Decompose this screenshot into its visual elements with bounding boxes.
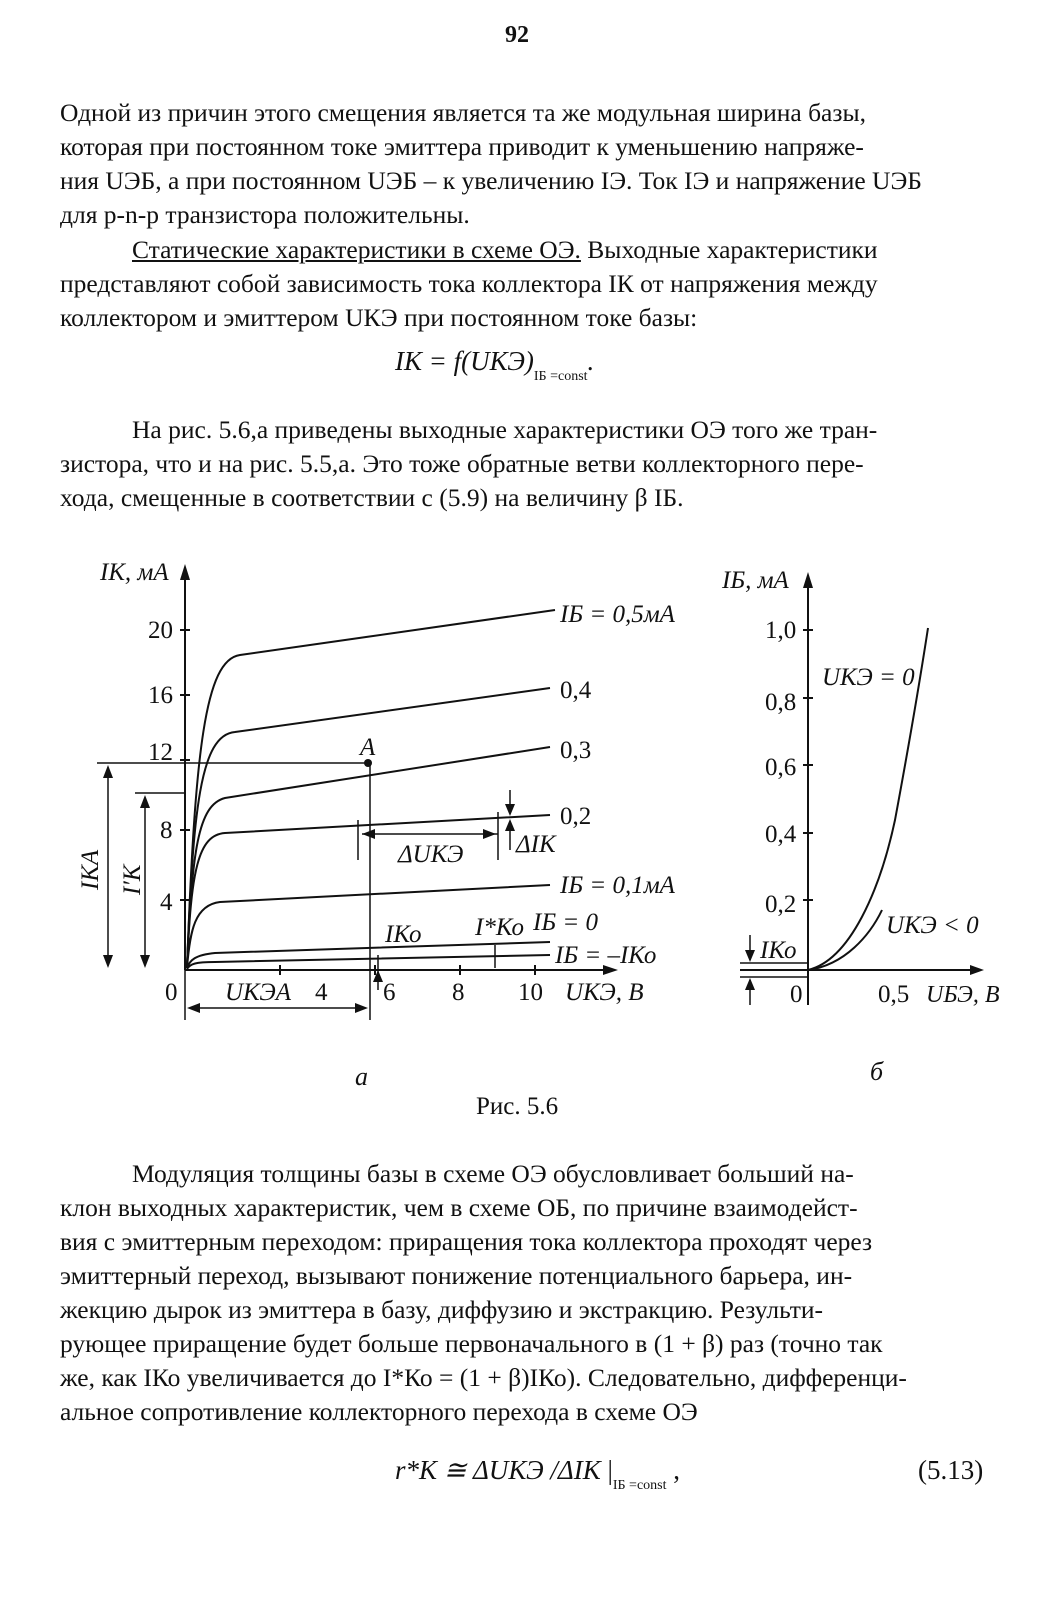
- ika-label: IКА: [77, 849, 104, 890]
- text-line: которая при постоянном токе эмиттера приводит к уменьшению напряже-: [60, 132, 864, 161]
- ik0-star-label: I*Ко: [475, 914, 524, 941]
- x-tick: 0,5: [878, 981, 910, 1008]
- ukea-label: UКЭА: [225, 979, 291, 1006]
- formula-lhs: IК: [395, 346, 422, 376]
- curve-label: 0,4: [560, 677, 592, 704]
- equation-number: (5.13): [918, 1455, 984, 1485]
- ik-prime-label: I′К: [119, 864, 146, 895]
- text-line: [60, 233, 1035, 267]
- y-tick: 0: [790, 981, 803, 1008]
- y-tick: 8: [160, 817, 173, 844]
- curve-label: UКЭ < 0: [886, 912, 979, 939]
- y-tick: 4: [160, 889, 173, 916]
- text-line: хода, смещенные в соответствии с (5.9) на величину β IБ.: [60, 483, 684, 512]
- x-tick: 8: [452, 979, 465, 1006]
- panel-b-label: б: [870, 1057, 884, 1086]
- text-line: коллектором и эмиттером UКЭ при постоянном токе базы:: [60, 303, 698, 332]
- text-fragment: Выходные характеристики: [580, 235, 878, 264]
- text-line: зистора, что и на рис. 5.5,а. Это тоже обратные ветви коллекторного пере-: [60, 449, 864, 478]
- y-tick: 16: [148, 682, 173, 709]
- formula-rhs: ≅ ΔUКЭ /ΔIК: [443, 1455, 601, 1485]
- formula-end: .: [587, 346, 595, 376]
- y-tick: 0,2: [765, 891, 797, 918]
- paragraph-1: [60, 96, 1035, 232]
- text-line: Модуляция толщины базы в схеме ОЭ обусловливает больший на-: [132, 1159, 854, 1188]
- formula-end: ,: [673, 1455, 680, 1485]
- ik0-label: IКо: [385, 921, 422, 948]
- curve-label: IБ = –IКо: [555, 942, 657, 969]
- text-line: для p-n-p транзистора положительны.: [60, 200, 470, 229]
- formula-condition: IБ =const: [612, 1478, 667, 1493]
- delta-u-label: ΔUКЭ: [398, 841, 464, 868]
- panel-a-label: а: [355, 1062, 368, 1091]
- x-tick: 6: [383, 979, 396, 1006]
- curve-label: IБ = 0,1мА: [560, 872, 675, 899]
- text-line: ния UЭБ, а при постоянном UЭБ – к увеличению IЭ. Ток IЭ и напряжение UЭБ: [60, 166, 922, 195]
- text-line: представляют собой зависимость тока коллектора IК от напряжения между: [60, 269, 878, 298]
- figure-caption: Рис. 5.6: [476, 1093, 559, 1120]
- curve-label: UКЭ = 0: [822, 664, 915, 691]
- y-tick: 12: [148, 739, 173, 766]
- delta-i-label: ΔIК: [516, 831, 556, 858]
- text-line: рующее приращение будет больше первоначального в (1 + β) раз (точно так: [60, 1329, 883, 1358]
- y-axis-label-a: IК, мА: [100, 559, 169, 586]
- text-line: же, как IКо увеличивается до I*Ко = (1 + β)IКо). Следовательно, дифференци-: [60, 1363, 907, 1392]
- text-line: клон выходных характеристик, чем в схеме ОБ, по причине взаимодейст-: [60, 1193, 858, 1222]
- x-axis-label-a: UКЭ, В: [565, 979, 644, 1006]
- paragraph-4: [60, 1157, 1035, 1429]
- figure-5-6: [0, 550, 1054, 1110]
- y-tick: 0: [165, 979, 178, 1006]
- formula-condition: IБ =const: [533, 369, 588, 384]
- text-line: жекцию дырок из эмиттера в базу, диффузию и экстракцию. Результи-: [60, 1295, 824, 1324]
- formula-lhs: r*К: [395, 1455, 437, 1485]
- y-axis-label-b: IБ, мА: [722, 567, 789, 594]
- formula-differential-resistance: r*К ≅ ΔUКЭ /ΔIК $|_{IБ =const}$ ,: [395, 1455, 680, 1493]
- y-tick: 0,6: [765, 754, 797, 781]
- point-label: A: [360, 734, 376, 761]
- y-tick: 1,0: [765, 617, 797, 644]
- formula-output-characteristic: [395, 346, 595, 384]
- formula-rhs: = f(UКЭ): [428, 346, 534, 376]
- x-tick: 10: [518, 979, 543, 1006]
- curve-label: 0,3: [560, 737, 592, 764]
- ik0-label-b: IКо: [760, 937, 797, 964]
- text-line: На рис. 5.6,а приведены выходные характеристики ОЭ того же тран-: [132, 415, 878, 444]
- paragraph-2: [60, 233, 1035, 335]
- text-line: вия с эмиттерным переходом: приращения тока коллектора проходят через: [60, 1227, 873, 1256]
- curve-label: IБ = 0: [533, 909, 598, 936]
- page-number: 92: [505, 22, 529, 48]
- y-tick: 0,4: [765, 821, 797, 848]
- y-axis-arrow-a: [180, 564, 190, 580]
- text-line: Одной из причин этого смещения является та же модульная ширина базы,: [60, 98, 866, 127]
- paragraph-3: [60, 413, 1035, 515]
- curve-label: 0,2: [560, 803, 592, 830]
- curve-uke-neg: [808, 910, 882, 970]
- section-heading: Статические характеристики в схеме ОЭ.: [132, 235, 581, 264]
- text-line: эмиттерный переход, вызывают понижение потенциального барьера, ин-: [60, 1261, 853, 1290]
- curve-label: IБ = 0,5мА: [560, 601, 675, 628]
- x-axis-label-b: UБЭ, В: [926, 982, 1000, 1008]
- text-line: альное сопротивление коллекторного перехода в схеме ОЭ: [60, 1397, 698, 1426]
- y-tick: 0,8: [765, 689, 797, 716]
- x-tick: 4: [315, 979, 328, 1006]
- y-tick: 20: [148, 617, 173, 644]
